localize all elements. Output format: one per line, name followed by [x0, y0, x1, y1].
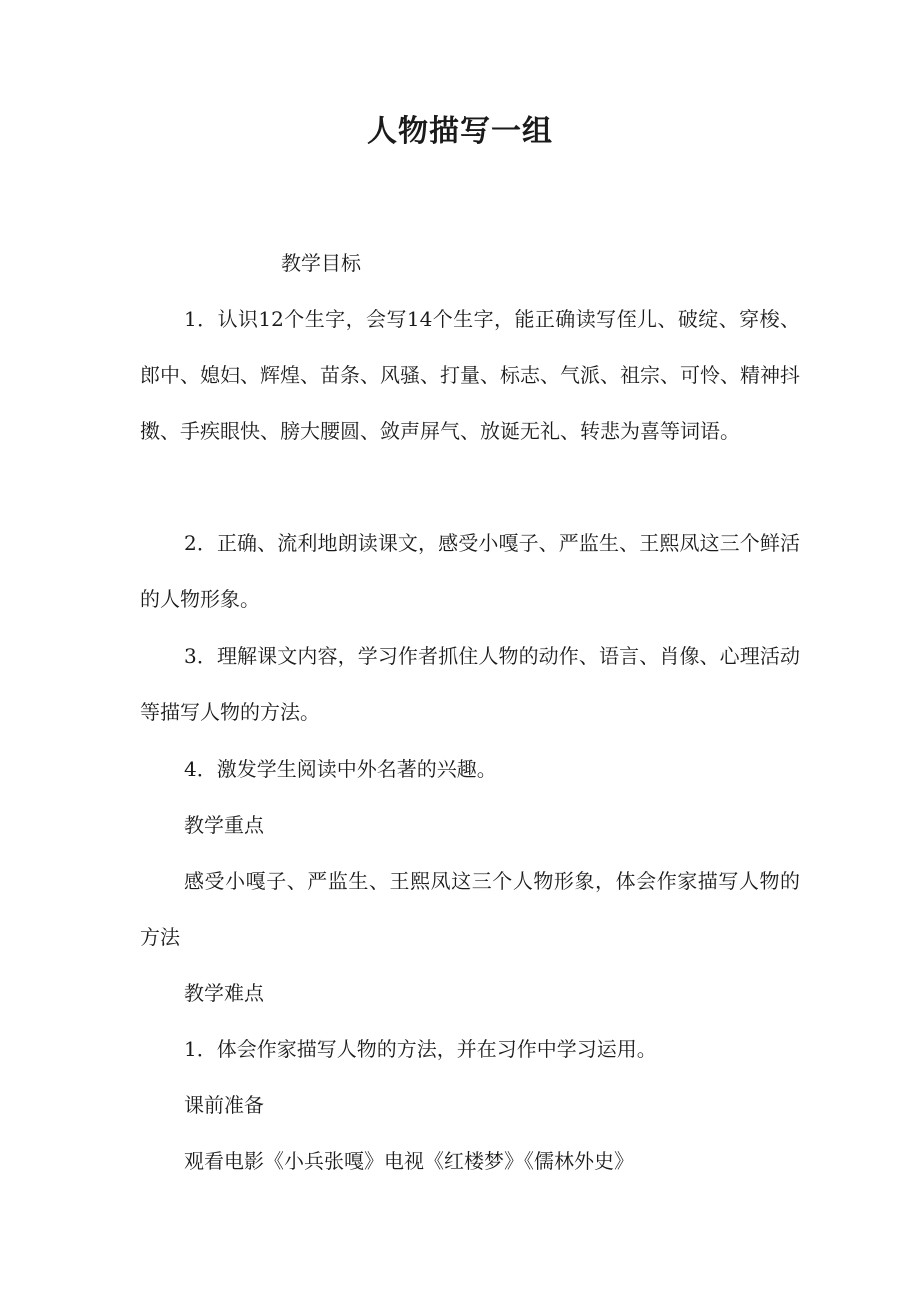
preparation-text: 观看电影《小兵张嘎》电视《红楼梦》《儒林外史》: [184, 1149, 634, 1173]
preparation-heading: 课前准备: [184, 1093, 264, 1117]
objective-item-3: 3．理解课文内容，学习作者抓住人物的动作、语言、肖像、心理活动等描写人物的方法。: [140, 644, 800, 724]
difficulties-heading: 教学难点: [184, 981, 264, 1005]
document-title: 人物描写一组: [367, 114, 553, 149]
difficulty-item-1: 1．体会作家描写人物的方法，并在习作中学习运用。: [184, 1037, 657, 1061]
objective-item-2: 2．正确、流利地朗读课文，感受小嘎子、严监生、王熙凤这三个鲜活的人物形象。: [140, 531, 800, 611]
key-points-text: 感受小嘎子、严监生、王熙凤这三个人物形象，体会作家描写人物的方法: [140, 869, 800, 949]
key-points-heading: 教学重点: [184, 813, 264, 837]
objective-item-4: 4．激发学生阅读中外名著的兴趣。: [184, 757, 497, 781]
objectives-heading: 教学目标: [281, 251, 361, 275]
objective-item-1: 1．认识12个生字，会写14个生字，能正确读写侄儿、破绽、穿梭、郎中、媳妇、辉煌、苗条、风骚、打量、标志、气派、祖宗、可怜、精神抖擞、手疾眼快、膀大腰圆、敛声屏气、放诞无礼、转悲为喜等词语。: [140, 307, 800, 443]
